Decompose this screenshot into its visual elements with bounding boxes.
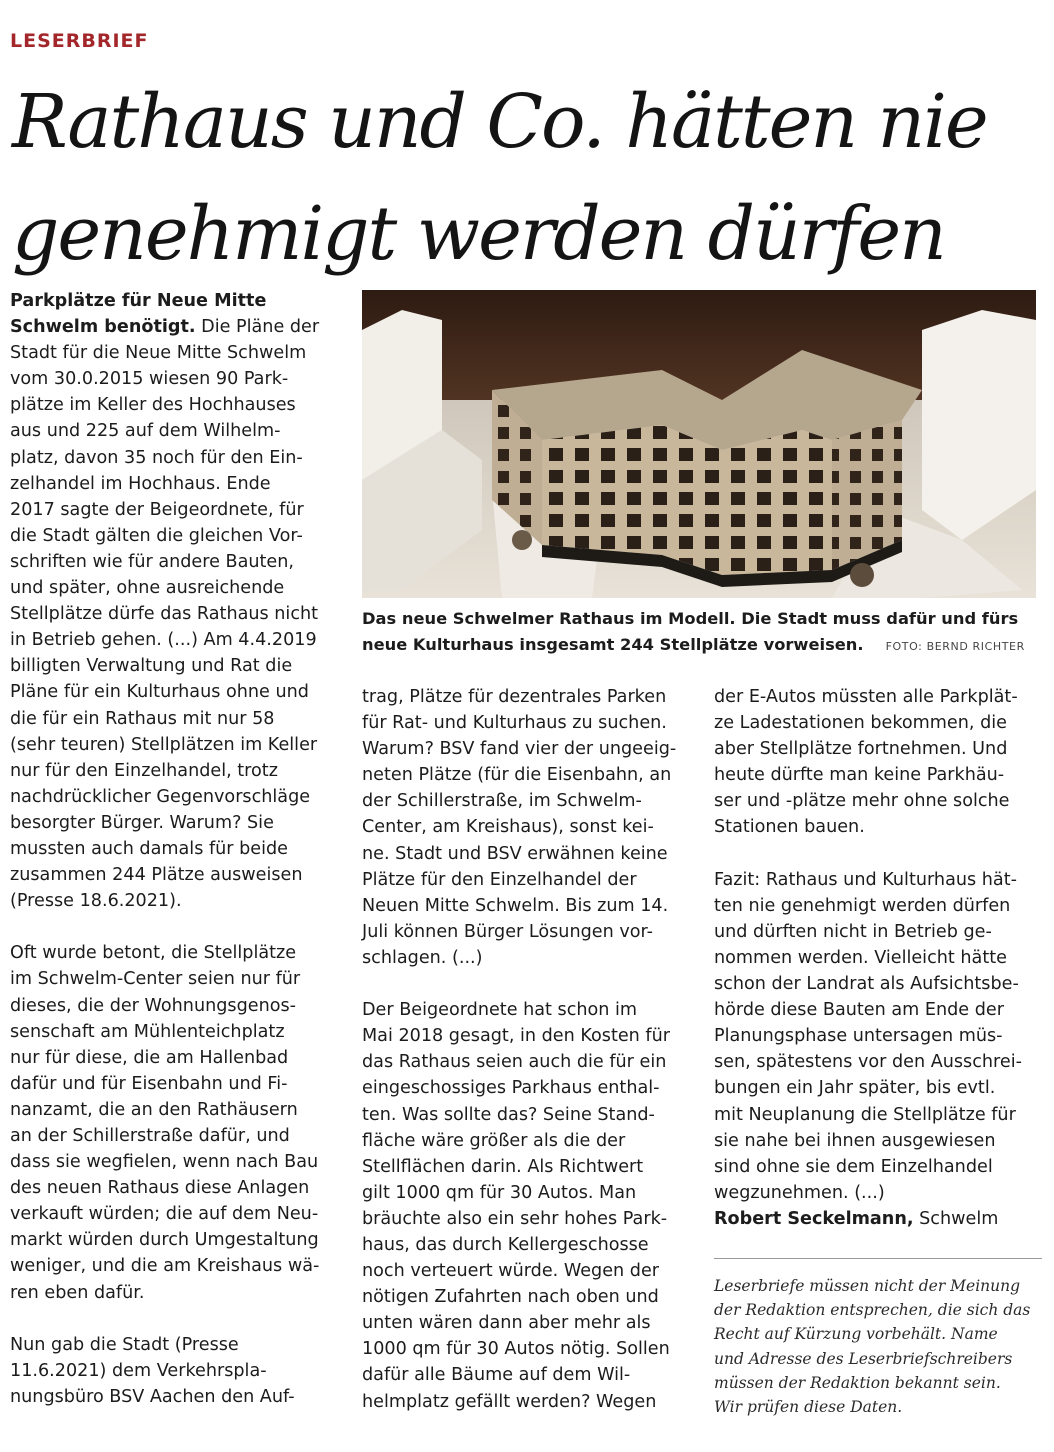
column-3-para-2 xyxy=(714,867,1044,1206)
photo-caption: Das neue Schwelmer Rathaus im Modell. Die Stadt muss dafür und fürs neue Kulturhaus insgesamt 244 Stellplätze vorweisen. FOTO: BERND RICHTER xyxy=(362,609,1025,654)
text-line: müssen der Redaktion bekannt sein. xyxy=(714,1373,1001,1392)
text-line: mussten auch damals für beide xyxy=(10,838,288,859)
column-1-para-2 xyxy=(10,940,340,1305)
text-line: schriften wie für andere Bauten, xyxy=(10,551,294,572)
text-line: Center, am Kreishaus), sonst kei- xyxy=(362,817,654,838)
text-line: Mai 2018 gesagt, in den Kosten für xyxy=(362,1026,671,1047)
column-2-para-2 xyxy=(362,997,692,1415)
text-line: Stationen bauen. xyxy=(714,817,865,838)
text-line: Neuen Mitte Schwelm. Bis zum 14. xyxy=(362,895,669,916)
text-line: der E-Autos müssten alle Parkplät- xyxy=(714,687,1018,707)
text-line: (sehr teuren) Stellplätzen im Keller xyxy=(10,734,318,755)
text-line: des neuen Rathaus diese Anlagen xyxy=(10,1178,310,1199)
text-line: wegzunehmen. (...) xyxy=(714,1182,885,1203)
column-1-para-1 xyxy=(10,340,340,914)
text-line: ze Ladestationen bekommen, die xyxy=(714,713,1007,734)
text-line: die Stadt gälten die gleichen Vor- xyxy=(10,525,303,546)
text-line: helmplatz gefällt werden? Wegen xyxy=(362,1391,657,1412)
text-line: aber Stellplätze fortnehmen. Und xyxy=(714,739,1008,760)
building-model-photo xyxy=(362,290,1036,598)
text-line: das Rathaus seien auch die für ein xyxy=(362,1052,667,1073)
column-2 xyxy=(362,684,692,1415)
text-line: ne. Stadt und BSV erwähnen keine xyxy=(362,843,668,864)
text-line: an der Schillerstraße dafür, und xyxy=(10,1126,290,1146)
text-line: und dürften nicht in Betrieb ge- xyxy=(714,921,992,942)
text-line: weniger, und die am Kreishaus wä- xyxy=(10,1256,320,1277)
text-line: noch verteuert würde. Wegen der xyxy=(362,1261,660,1282)
column-1-para-3 xyxy=(10,1332,340,1410)
editorial-disclaimer xyxy=(714,1274,1044,1419)
text-line: nommen werden. Vielleicht hätte xyxy=(714,947,1007,968)
text-line: verkauft würden; die auf dem Neu- xyxy=(10,1204,319,1225)
text-line: (Presse 18.6.2021). xyxy=(10,891,182,912)
text-line: haus, das durch Kellergeschosse xyxy=(362,1234,649,1255)
divider xyxy=(714,1258,1042,1259)
text-line: Wir prüfen diese Daten. xyxy=(714,1398,903,1417)
text-line: Nun gab die Stadt (Presse xyxy=(10,1334,239,1355)
text-line: bräuchte also ein sehr hohes Park- xyxy=(362,1208,668,1229)
text-line: neten Plätze (für die Eisenbahn, an xyxy=(362,765,672,786)
photo-credit: FOTO: BERND RICHTER xyxy=(885,640,1025,653)
text-line: Warum? BSV fand vier der ungeeig- xyxy=(362,739,677,760)
text-line: Leserbriefe müssen nicht der Meinung xyxy=(714,1277,1021,1295)
text-line: Pläne für ein Kulturhaus ohne und xyxy=(10,682,309,703)
column-3-para-1 xyxy=(714,684,1044,841)
text-line: Stadt für die Neue Mitte Schwelm xyxy=(10,343,307,364)
text-line: ten nie genehmigt werden dürfen xyxy=(714,895,1011,916)
text-line: Fazit: Rathaus und Kulturhaus hät- xyxy=(714,869,1017,890)
text-line: bungen ein Jahr später, bis evtl. xyxy=(714,1078,996,1099)
column-2-para-1 xyxy=(362,684,692,971)
text-line: ser und -plätze mehr ohne solche xyxy=(714,791,1010,812)
text-line: zelhandel im Hochhaus. Ende xyxy=(10,473,271,494)
text-line: dieses, die der Wohnungsgenos- xyxy=(10,995,297,1016)
text-line: Oft wurde betont, die Stellplätze xyxy=(10,943,297,964)
text-line: 1000 qm für 30 Autos nötig. Sollen xyxy=(362,1339,670,1360)
text-line: und später, ohne ausreichende xyxy=(10,578,285,599)
text-line: mit Neuplanung die Stellplätze für xyxy=(714,1104,1016,1125)
text-line: 11.6.2021) dem Verkehrspla- xyxy=(10,1360,267,1381)
text-line: unten wären dann aber mehr als xyxy=(362,1313,651,1334)
text-line: vom 30.0.2015 wiesen 90 Park- xyxy=(10,369,289,390)
text-line: trag, Plätze für dezentrales Parken xyxy=(362,687,667,707)
text-line: zusammen 244 Plätze ausweisen xyxy=(10,865,303,886)
text-line: sind ohne sie dem Einzelhandel xyxy=(714,1156,993,1177)
text-line: in Betrieb gehen. (...) Am 4.4.2019 xyxy=(10,630,317,651)
text-line: nötigen Zufahrten nach oben und xyxy=(362,1287,659,1308)
text-line: nur für diese, die am Hallenbad xyxy=(10,1047,289,1068)
lead-line: Schwelm benötigt. Die Pläne der xyxy=(10,317,320,338)
text-line: Stellflächen darin. Als Richtwert xyxy=(362,1156,644,1177)
text-line: für Rat- und Kulturhaus zu suchen. xyxy=(362,713,667,734)
text-line: Plätze für den Einzelhandel der xyxy=(362,869,637,890)
lead-line: Parkplätze für Neue Mitte xyxy=(10,291,267,311)
text-line: schon der Landrat als Aufsichtsbe- xyxy=(714,974,1019,995)
column-1 xyxy=(10,288,340,1410)
text-line: heute dürfte man keine Parkhäu- xyxy=(714,765,1005,786)
author-signature: Robert Seckelmann, Schwelm xyxy=(714,1208,999,1229)
headline-line-2: genehmigt werden dürfen xyxy=(12,191,945,277)
text-line: ren eben dafür. xyxy=(10,1282,145,1303)
text-line: plätze im Keller des Hochhauses xyxy=(10,395,296,416)
text-line: nur für den Einzelhandel, trotz xyxy=(10,760,278,781)
text-line: der Redaktion entsprechen, die sich das xyxy=(714,1301,1031,1320)
text-line: dafür und für Eisenbahn und Fi- xyxy=(10,1073,288,1094)
text-line: senschaft am Mühlenteichplatz xyxy=(10,1021,285,1042)
text-line: dass sie wegfielen, wenn nach Bau xyxy=(10,1152,319,1173)
text-line: schlagen. (...) xyxy=(362,947,483,968)
text-line: sen, spätestens vor den Ausschrei- xyxy=(714,1052,1022,1073)
text-line: Planungsphase untersagen müs- xyxy=(714,1026,1003,1047)
text-line: im Schwelm-Center seien nur für xyxy=(10,969,301,990)
text-line: Recht auf Kürzung vorbehält. Name xyxy=(714,1325,998,1344)
text-line: markt würden durch Umgestaltung xyxy=(10,1230,319,1251)
text-line: fläche wäre größer als die der xyxy=(362,1130,626,1151)
headline xyxy=(12,66,1052,290)
text-line: eingeschossiges Parkhaus enthal- xyxy=(362,1078,660,1099)
section-kicker: LESERBRIEF xyxy=(10,30,149,52)
column-3 xyxy=(714,684,1044,1232)
text-line: billigten Verwaltung und Rat die xyxy=(10,656,293,677)
text-line: platz, davon 35 noch für den Ein- xyxy=(10,447,303,468)
text-line: gilt 1000 qm für 30 Autos. Man xyxy=(362,1182,637,1203)
text-line: und Adresse des Leserbriefschreibers xyxy=(714,1349,1013,1368)
text-line: nachdrücklicher Gegenvorschläge xyxy=(10,786,311,807)
text-line: sie nahe bei ihnen ausgewiesen xyxy=(714,1130,996,1151)
text-line: Der Beigeordnete hat schon im xyxy=(362,1000,638,1021)
text-line: die für ein Rathaus mit nur 58 xyxy=(10,708,275,729)
text-line: der Schillerstraße, im Schwelm- xyxy=(362,791,642,812)
text-line: nanzamt, die an den Rathäusern xyxy=(10,1099,298,1120)
headline-line-1: Rathaus und Co. hätten nie xyxy=(12,79,987,165)
text-line: Juli können Bürger Lösungen vor- xyxy=(362,921,653,942)
text-line: 2017 sagte der Beigeordnete, für xyxy=(10,499,304,520)
text-line: Stellplätze dürfe das Rathaus nicht xyxy=(10,604,319,625)
text-line: ten. Was sollte das? Seine Stand- xyxy=(362,1104,655,1125)
text-line: hörde diese Bauten am Ende der xyxy=(714,1000,1004,1021)
text-line: dafür alle Bäume auf dem Wil- xyxy=(362,1365,631,1386)
text-line: aus und 225 auf dem Wilhelm- xyxy=(10,421,281,442)
text-line: besorgter Bürger. Warum? Sie xyxy=(10,812,274,833)
text-line: nungsbüro BSV Aachen den Auf- xyxy=(10,1386,295,1407)
